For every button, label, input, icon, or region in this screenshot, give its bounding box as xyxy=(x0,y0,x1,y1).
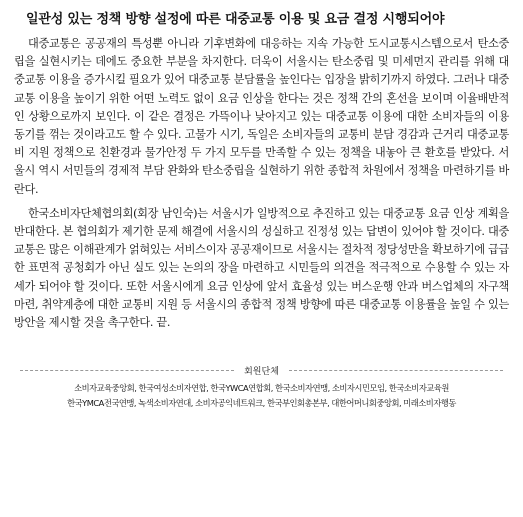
body-paragraph-1: 대중교통은 공공재의 특성뿐 아니라 기후변화에 대응하는 지속 가능한 도시교통시스템으로서 탄소중립을 실현시키는 데에도 중요한 부분을 차지한다. 더욱이 서울시는 탄소중립 및 미세먼지 관리를 위해 대중교통 이용을 증가시킬 필요가 있어 대중교통 분담률을 높인다는 입장을 밝히기까지 하였다. 그러나 대중교통 이용을 높이기 위한 어떤 노력도 없이 요금 인상을 한다는 것은 정책 간의 혼선을 보이며 이율배반적인 상황으로까지 보인다. 이 같은 결정은 가뜩이나 낮아지고 있는 대중교통 이용에 대한 소비자들의 이용 동기를 꺾는 것이라고도 할 수 있다. 고물가 시기, 독일은 소비자들의 교통비 분담 경감과 근거리 대중교통비 지원 정책으로 친환경과 물가안정 두 가지 모두를 만족할 수 있는 정책을 내놓아 큰 환호를 받았다. 서울시 역시 서민들의 경제적 부담 완화와 탄소중립을 실현하기 위한 종합적 차원에서 정책을 마련하기를 바란다. xyxy=(14,37,509,196)
member-line-2: 한국YMCA전국연맹, 녹색소비자연대, 소비자공익네트워크, 한국부인회총본부, 대한어머니회중앙회, 미래소비자행동 xyxy=(67,398,456,409)
body-paragraph-2: 한국소비자단체협의회(회장 남인숙)는 서울시가 일방적으로 추진하고 있는 대중교통 요금 인상 계획을 반대한다. 본 협의회가 제기한 문제 해결에 서울시의 성실하고 진정성 있는 답변이 있어야 할 것이다. 대중교통은 많은 이해관계가 얽혀있는 서비스이자 공공재이므로 서울시는 절차적 정당성만을 확보하기에 급급한 표면적 공청회가 아닌 실도 있는 논의의 장을 마련하고 시민들의 의견을 적극적으로 수용할 수 있는 자세가 되어야 할 것이다. 또한 서울시에게 요금 인상에 앞서 효율성 있는 버스운행 안과 버스업체의 자구책 마련, 취약계층에 대한 교통비 지원 등 서울시의 종합적 정책 방향에 따른 대중교통 이용률을 높일 수 있는 방안을 제시할 것을 촉구한다. 끝. xyxy=(14,206,509,330)
divider-rule-left xyxy=(20,370,234,371)
divider-rule-right xyxy=(289,370,503,371)
members-divider xyxy=(20,364,503,377)
document-title: 일관성 있는 정책 방향 설정에 따른 대중교통 이용 및 요금 결정 시행되어야 xyxy=(26,12,445,27)
member-organizations xyxy=(14,381,509,411)
member-line-1: 소비자교육중앙회, 한국여성소비자연합, 한국YWCA연합회, 한국소비자연맹, 소비자시민모임, 한국소비자교육원 xyxy=(74,383,449,394)
members-label: 회원단체 xyxy=(244,367,279,378)
